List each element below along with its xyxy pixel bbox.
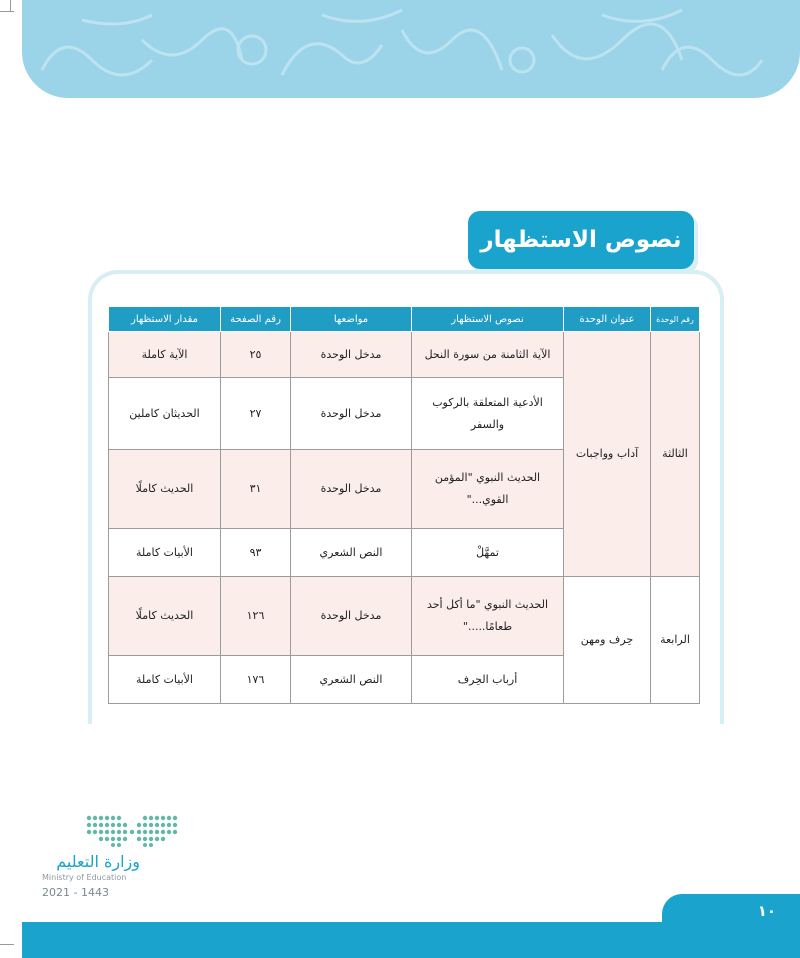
amount-cell: الحديث كاملًا	[109, 450, 221, 529]
unit-no-cell: الرابعة	[651, 577, 700, 704]
text-cell: الآية الثامنة من سورة النحل	[412, 332, 564, 378]
page-cell: ٢٧	[221, 378, 291, 450]
place-cell: مدخل الوحدة	[291, 332, 412, 378]
text-cell: الحديث النبوي "ما أكل أحد طعامًا....."	[412, 577, 564, 656]
text-cell: أرباب الحِرف	[412, 656, 564, 704]
amount-cell: الحديث كاملًا	[109, 577, 221, 656]
header-amount: مقدار الاستظهار	[109, 307, 221, 332]
table-row	[109, 332, 700, 378]
page-cell: ١٧٦	[221, 656, 291, 704]
place-cell: مدخل الوحدة	[291, 450, 412, 529]
table-header-row	[109, 307, 700, 332]
place-cell: النص الشعري	[291, 656, 412, 704]
top-banner	[22, 0, 800, 98]
text-cell: تمهَّلْ	[412, 529, 564, 577]
place-cell: مدخل الوحدة	[291, 577, 412, 656]
text-cell: الأدعية المتعلقة بالركوب والسفر	[412, 378, 564, 450]
memorization-table	[108, 306, 700, 704]
logo-english-text: Ministry of Education	[42, 873, 127, 882]
crop-mark	[0, 11, 14, 12]
page-number-tab	[662, 894, 800, 934]
crop-mark	[0, 944, 14, 945]
header-unit-title: عنوان الوحدة	[564, 307, 651, 332]
calligraphy-pattern	[22, 0, 800, 98]
header-texts: نصوص الاستظهار	[412, 307, 564, 332]
header-page-no: رقم الصفحة	[221, 307, 291, 332]
bottom-banner	[22, 894, 800, 958]
unit-title-cell: آداب وواجبات	[564, 332, 651, 577]
amount-cell: الأبيات كاملة	[109, 529, 221, 577]
crop-mark	[10, 0, 11, 12]
amount-cell: الأبيات كاملة	[109, 656, 221, 704]
section-title: نصوص الاستظهار	[480, 227, 682, 253]
table-row	[109, 577, 700, 656]
place-cell: النص الشعري	[291, 529, 412, 577]
header-unit-no: رقم الوحدة	[651, 307, 700, 332]
page-number: ١٠	[757, 902, 776, 920]
amount-cell: الحديثان كاملين	[109, 378, 221, 450]
place-cell: مدخل الوحدة	[291, 378, 412, 450]
section-title-box	[468, 211, 694, 269]
page-cell: ٣١	[221, 450, 291, 529]
page-cell: ٩٣	[221, 529, 291, 577]
unit-title-cell: حِرف ومهن	[564, 577, 651, 704]
text-cell: الحديث النبوي "المؤمن القوي..."	[412, 450, 564, 529]
logo-arabic-text: وزارة التعليم	[56, 852, 140, 871]
header-places: مواضعها	[291, 307, 412, 332]
logo-year-text: 2021 - 1443	[42, 886, 109, 899]
amount-cell: الآية كاملة	[109, 332, 221, 378]
page-cell: ٢٥	[221, 332, 291, 378]
unit-no-cell: الثالثة	[651, 332, 700, 577]
ministry-logo	[40, 812, 190, 902]
page-cell: ١٢٦	[221, 577, 291, 656]
logo-dots-icon	[85, 812, 180, 848]
